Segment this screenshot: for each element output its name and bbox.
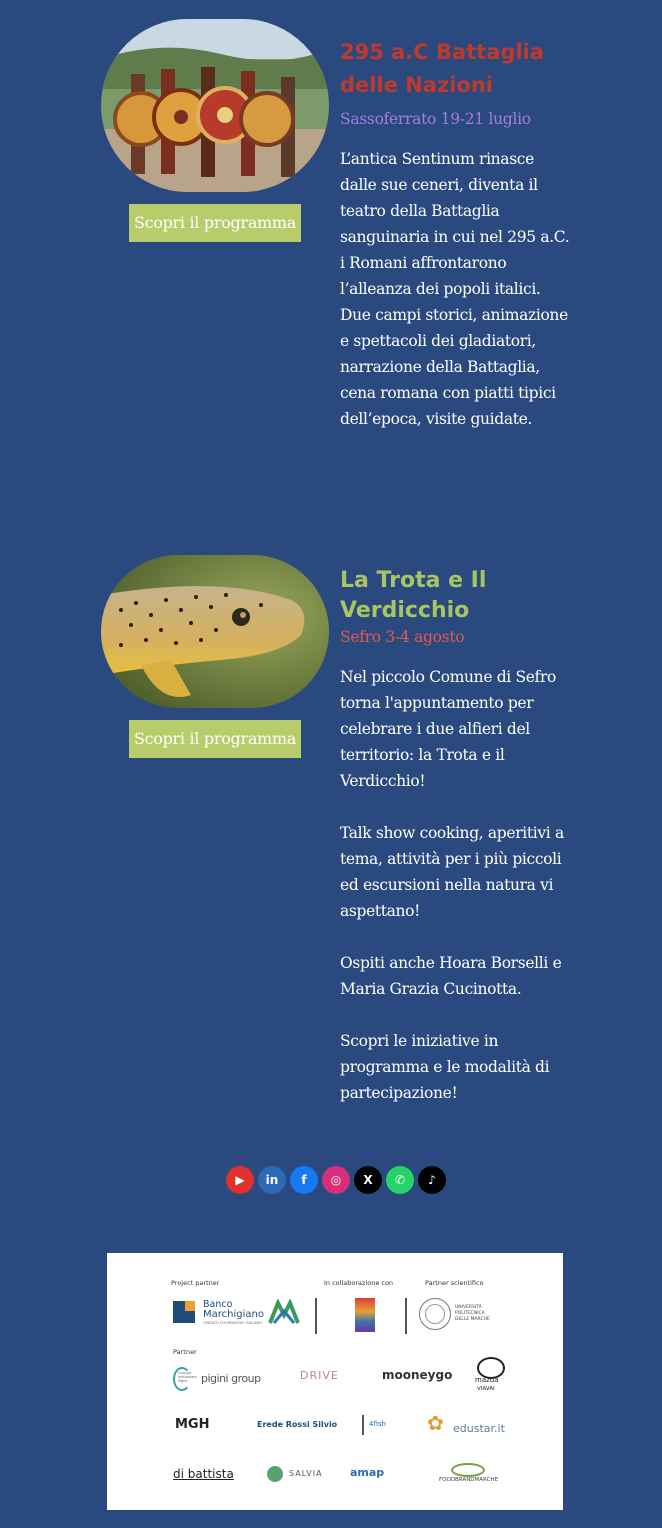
event-paragraph: Talk show cooking, aperitivi a tema, attività per i più piccoli ed escursioni nella natura vi aspettano! bbox=[340, 824, 564, 920]
event-image-battle[interactable] bbox=[101, 19, 329, 192]
whatsapp-icon[interactable]: ✆ bbox=[386, 1166, 414, 1194]
foodbrand-marche-logo[interactable]: FOODBRANDMARCHE bbox=[439, 1463, 509, 1487]
univpm-logo[interactable]: UNIVERSITÀ POLITECNICA DELLE MARCHE bbox=[419, 1298, 499, 1330]
event-paragraph: Scopri le iniziative in programma e le modalità di partecipazione! bbox=[340, 1032, 550, 1102]
youtube-icon[interactable]: ▶ bbox=[226, 1166, 254, 1194]
x-icon[interactable]: X bbox=[354, 1166, 382, 1194]
pigini-group-logo[interactable]: Gruppo Industriale Pigini pigini group bbox=[173, 1365, 273, 1391]
event-paragraph: L’antica Sentinum rinasce dalle sue ceneri, diventa il teatro della Battaglia sanguinaria in cui nel 295 a.C. i Romani affrontarono l’alleanza dei popoli italici. Due campi storici, animazione e spettacoli dei gladiatori, narrazione della Battaglia, cena romana con piatti tipici dell’epoca, visite guidate. bbox=[340, 150, 570, 428]
project-partner-label: Project partner bbox=[171, 1279, 220, 1287]
discover-program-button[interactable]: Scopri il programma bbox=[129, 204, 301, 242]
divider bbox=[315, 1298, 317, 1334]
drive-logo[interactable]: DRIVE bbox=[300, 1369, 339, 1382]
mooneygo-logo[interactable]: mooneygo bbox=[382, 1368, 453, 1382]
partner-label: Partner bbox=[173, 1348, 197, 1356]
erede-rossi-silvio-logo[interactable]: Erede Rossi Silvio bbox=[257, 1420, 338, 1429]
instagram-icon[interactable]: ◎ bbox=[322, 1166, 350, 1194]
amap-logo[interactable]: amap bbox=[350, 1466, 385, 1479]
social-links bbox=[226, 1166, 446, 1194]
anci-logo[interactable] bbox=[355, 1298, 375, 1332]
discover-program-button[interactable]: Scopri il programma bbox=[129, 720, 301, 758]
mgh-logo[interactable]: MGH bbox=[175, 1417, 210, 1432]
edustar-logo[interactable]: ✿ edustar.it bbox=[427, 1411, 505, 1435]
event-date-location: Sefro 3-4 agosto bbox=[340, 628, 465, 646]
banco-m-mark bbox=[268, 1299, 300, 1325]
event-paragraph: Ospiti anche Hoara Borselli e Maria Grazia Cucinotta. bbox=[340, 954, 562, 998]
linkedin-icon[interactable]: in bbox=[258, 1166, 286, 1194]
scientific-partner-label: Partner scientifico bbox=[425, 1279, 484, 1287]
divider bbox=[362, 1415, 364, 1435]
mazda-logo[interactable]: mazda VIAVAI bbox=[469, 1357, 509, 1395]
4fish-logo[interactable]: 4fish bbox=[369, 1420, 386, 1428]
event-title: 295 a.C Battaglia delle Nazioni bbox=[340, 40, 545, 97]
event-description bbox=[340, 664, 575, 1132]
di-battista-logo[interactable]: di battista bbox=[173, 1467, 234, 1481]
event-paragraph: Nel piccolo Comune di Sefro torna l'appuntamento per celebrare i due alfieri del territorio: la Trota e il Verdicchio! bbox=[340, 668, 556, 790]
banco-marchigiano-logo[interactable]: Banco Marchigiano CREDITO COOPERATIVO ITALIANO bbox=[173, 1299, 303, 1329]
trout-photo bbox=[101, 555, 329, 708]
event-description bbox=[340, 146, 575, 458]
battle-reenactment-photo bbox=[101, 19, 329, 192]
tiktok-icon[interactable]: ♪ bbox=[418, 1166, 446, 1194]
event-title: La Trota e Il Verdicchio bbox=[340, 568, 487, 623]
divider bbox=[405, 1298, 407, 1334]
collaboration-label: In collaborazione con bbox=[324, 1279, 394, 1287]
salvia-logo[interactable]: SALVIA bbox=[267, 1464, 337, 1486]
event-date-location: Sassoferrato 19-21 luglio bbox=[340, 110, 531, 128]
facebook-icon[interactable]: f bbox=[290, 1166, 318, 1194]
event-image-trout[interactable] bbox=[101, 555, 329, 708]
partners-panel bbox=[107, 1253, 563, 1510]
flower-icon: ✿ bbox=[427, 1411, 444, 1435]
